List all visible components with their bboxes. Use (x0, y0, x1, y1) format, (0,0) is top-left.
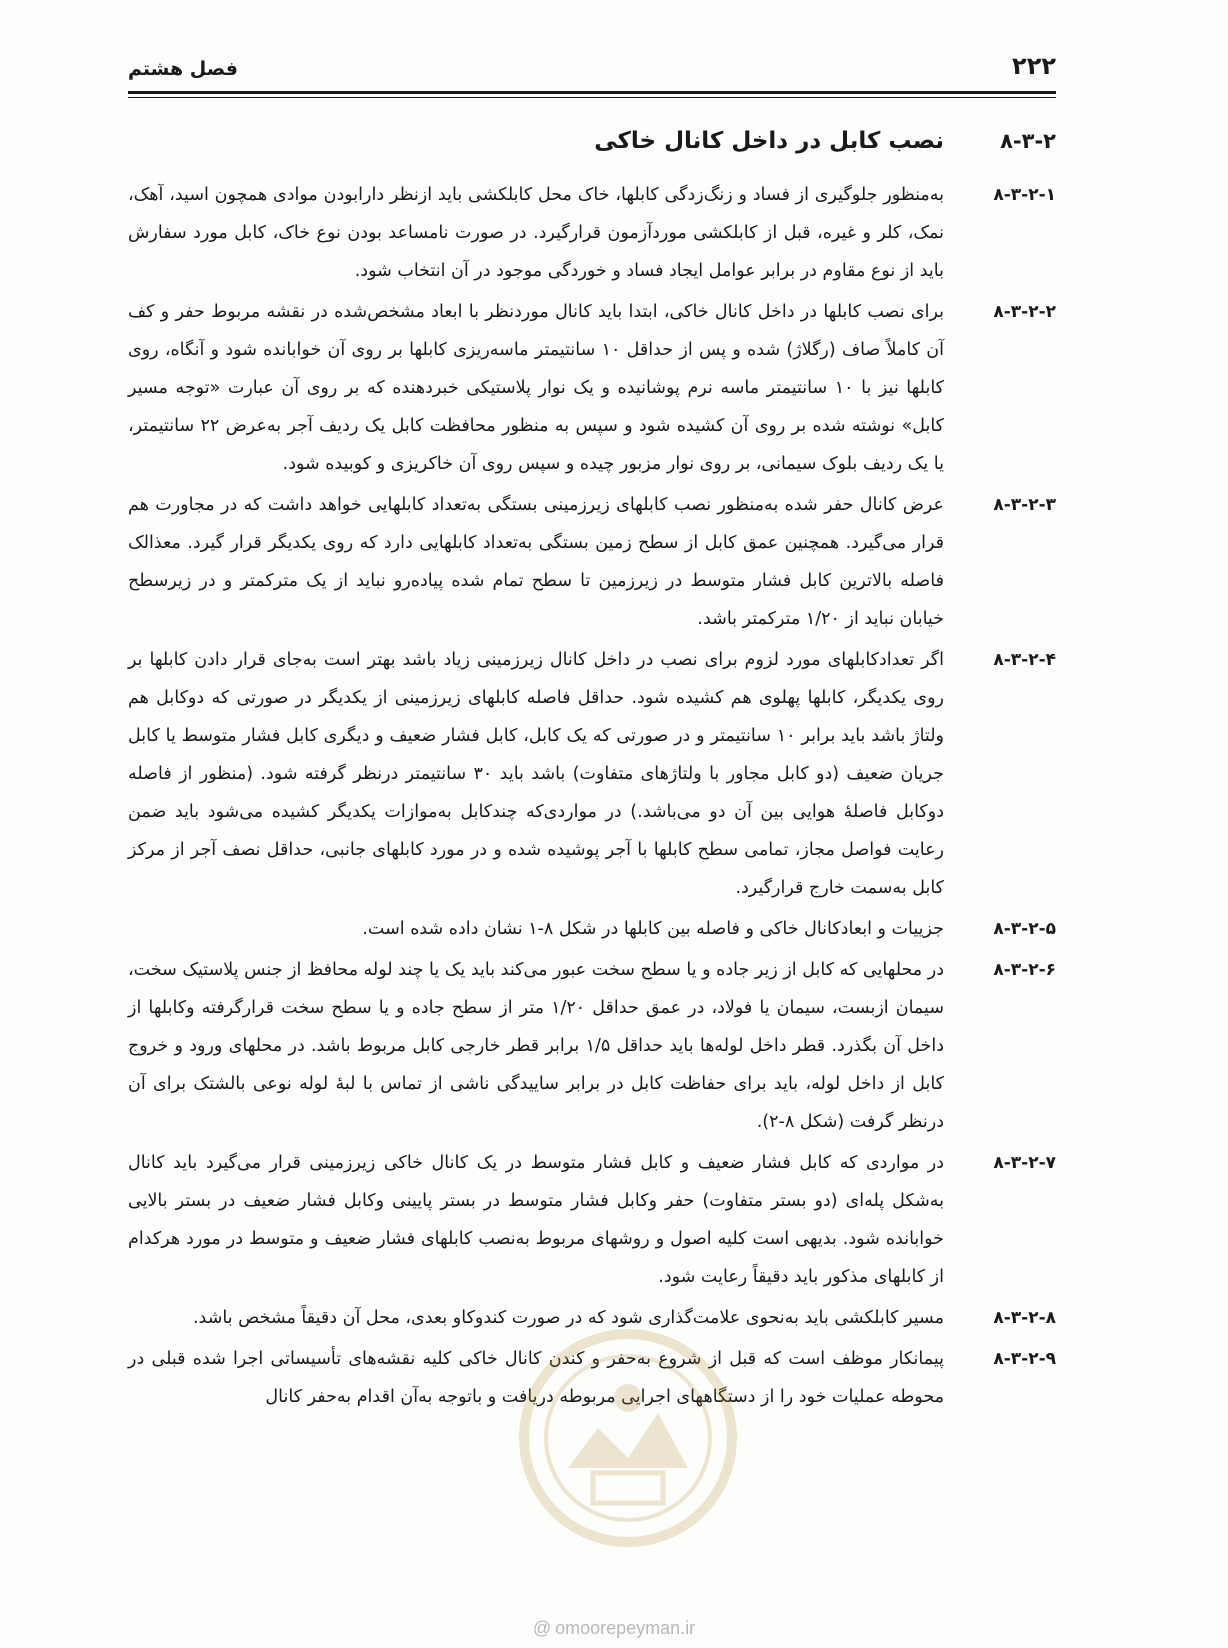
clause (128, 1144, 1056, 1296)
clause-number: ۸-۳-۲-۸ (993, 1308, 1056, 1328)
watermark-url: @ omoorepeyman.ir (532, 1618, 696, 1638)
clause-number: ۸-۳-۲-۷ (993, 1153, 1056, 1173)
clause-text: به‌منظور جلوگیری از فساد و زنگ‌زدگی کابلها، خاک محل کابلکشی باید ازنظر دارابودن موادی همچون اسید، آهک، نمک، کلر و غیره، قبل از کابلکشی موردآزمون قرارگیرد. در صورت نامساعد بودن نوع خاک، کابل مورد سفارش باید از نوع مقاوم در برابر عوامل ایجاد فساد و خوردگی موجود در آن انتخاب شود. (128, 185, 944, 281)
page-number: ۲۲۲ (1012, 52, 1056, 80)
clause-number: ۸-۳-۲-۶ (993, 960, 1056, 980)
clause-text: جزییات و ابعادکانال خاکی و فاصله بین کابلها در شکل ۸-۱ نشان داده شده است. (362, 919, 944, 939)
clause (128, 176, 1056, 290)
clause-number: ۸-۳-۲-۵ (993, 919, 1056, 939)
at-icon: @ (532, 1618, 552, 1638)
clause-text: عرض کانال حفر شده به‌منظور نصب کابلهای زیرزمینی بستگی به‌تعداد کابلهایی خواهد داشت که در مجاورت هم قرار می‌گیرد. همچنین عمق کابل از سطح زمین بستگی به‌تعداد کابلهایی دارد که روی یکدیگر قرار گیرد. معذالک فاصله بالاترین کابل فشار متوسط در زیرزمین تا سطح تمام شده پیاده‌رو نباید از یک مترکمتر و در زیرسطح خیابان نباید از ۱/۲۰ مترکمتر باشد. (128, 495, 944, 629)
header-rule-thin (128, 97, 1056, 98)
section-heading (128, 128, 1056, 154)
clause (128, 486, 1056, 638)
clause-number: ۸-۳-۲-۹ (993, 1349, 1056, 1369)
clause (128, 641, 1056, 907)
seal-watermark-icon (508, 1318, 748, 1558)
clause (128, 293, 1056, 483)
clause-text: پیمانکار موظف است که قبل از شروع به‌حفر و کندن کانال خاکی کلیه نقشه‌های تأسیساتی اجرا شده قبلی در محوطه عملیات خود را از دستگاههای اجرایی مربوطه دریافت و باتوجه به‌آن اقدام به‌حفر کانال (128, 1349, 944, 1407)
section-number: ۸-۳-۲ (1000, 129, 1056, 153)
clause-text: اگر تعدادکابلهای مورد لزوم برای نصب در داخل کانال زیرزمینی زیاد باشد بهتر است به‌جای قرار دادن کابلها بر روی یکدیگر، کابلها پهلوی هم کشیده شود. حداقل فاصله کابلهای زیرزمینی از یکدیگر در صورتی که دوکابل هم ولتاژ باشد باید برابر ۱۰ سانتیمتر و در صورتی که یک کابل، کابل فشار ضعیف و دیگری کابل فشار متوسط یا کابل جریان ضعیف (دو کابل مجاور با ولتاژهای متفاوت) باشد باید ۳۰ سانتیمتر درنظر گرفته شود. (منظور از فاصله دوکابل فاصلهٔ هوایی بین آن دو می‌باشد.) در مواردی‌که چندکابل به‌موازات یکدیگر کشیده می‌شود باید ضمن رعایت فواصل مجاز، تمامی سطح کابلها با آجر پوشیده شده و در مورد کابلهای جانبی، حداقل نصف آجر از مرکز کابل به‌سمت خارج قرارگیرد. (128, 650, 944, 898)
clause-text: برای نصب کابلها در داخل کانال خاکی، ابتدا باید کانال موردنظر با ابعاد مشخص‌شده در نقشه مربوط حفر و کف آن کاملاً صاف (رگلاژ) شده و پس از حداقل ۱۰ سانتیمتر ماسه‌ریزی کابلها بر روی آن خوابانده شود و آنگاه، روی کابلها نیز با ۱۰ سانتیمتر ماسه نرم پوشانیده و یک نوار پلاستیکی خبردهنده که بر روی آن عبارت «توجه مسیر کابل» نوشته شده بر روی آن کشیده شود و سپس به منظور محافظت کابل یک ردیف آجر به‌عرض ۲۲ سانتیمتر، یا یک ردیف بلوک سیمانی، بر روی نوار مزبور چیده و سپس روی آن خاکریزی و کوبیده شود. (128, 302, 944, 474)
header-rule-thick (128, 91, 1056, 94)
clause-number: ۸-۳-۲-۴ (993, 650, 1056, 670)
clause-number: ۸-۳-۲-۳ (993, 495, 1056, 515)
section-title: نصب کابل در داخل کانال خاکی (594, 128, 944, 154)
page-body (128, 128, 1056, 1419)
clause (128, 910, 1056, 948)
clause-text: در محلهایی که کابل از زیر جاده و یا سطح سخت عبور می‌کند باید یک یا چند لوله محافظ از جنس پلاستیک سخت، سیمان ازبست، سیمان یا فولاد، در عمق حداقل ۱/۲۰ متر از سطح جاده و یا سطح سخت قرارگرفته وکابلها از داخل آن بگذرد. قطر داخل لوله‌ها باید حداقل ۱/۵ برابر قطر خارجی کابل مربوط باشد. در محلهای ورود و خروج کابل از داخل لوله، باید برای حفاظت کابل در برابر ساییدگی ناشی از تماس با لبهٔ لوله نوعی بالشتک برای آن درنظر گرفت (شکل ۸-۲). (128, 960, 944, 1132)
clause (128, 951, 1056, 1141)
clause-number: ۸-۳-۲-۱ (993, 185, 1056, 205)
clause-text: مسیر کابلکشی باید به‌نحوی علامت‌گذاری شود که در صورت کندوکاو بعدی، محل آن دقیقاً مشخص باشد. (192, 1308, 944, 1328)
clause-text: در مواردی که کابل فشار ضعیف و کابل فشار متوسط در یک کانال خاکی زیرزمینی قرار می‌گیرد باید کانال به‌شکل پله‌ای (دو بستر متفاوت) حفر وکابل فشار متوسط در بستر پایینی وکابل فشار ضعیف در بستر بالایی خوابانده شود. بدیهی است کلیه اصول و روشهای مربوط به‌نصب کابلهای فشار ضعیف و متوسط در مورد هرکدام از کابلهای مذکور باید دقیقاً رعایت شود. (128, 1153, 944, 1287)
clause-number: ۸-۳-۲-۲ (993, 302, 1056, 322)
running-chapter-title: فصل هشتم (128, 58, 238, 80)
page-header (128, 50, 1056, 94)
